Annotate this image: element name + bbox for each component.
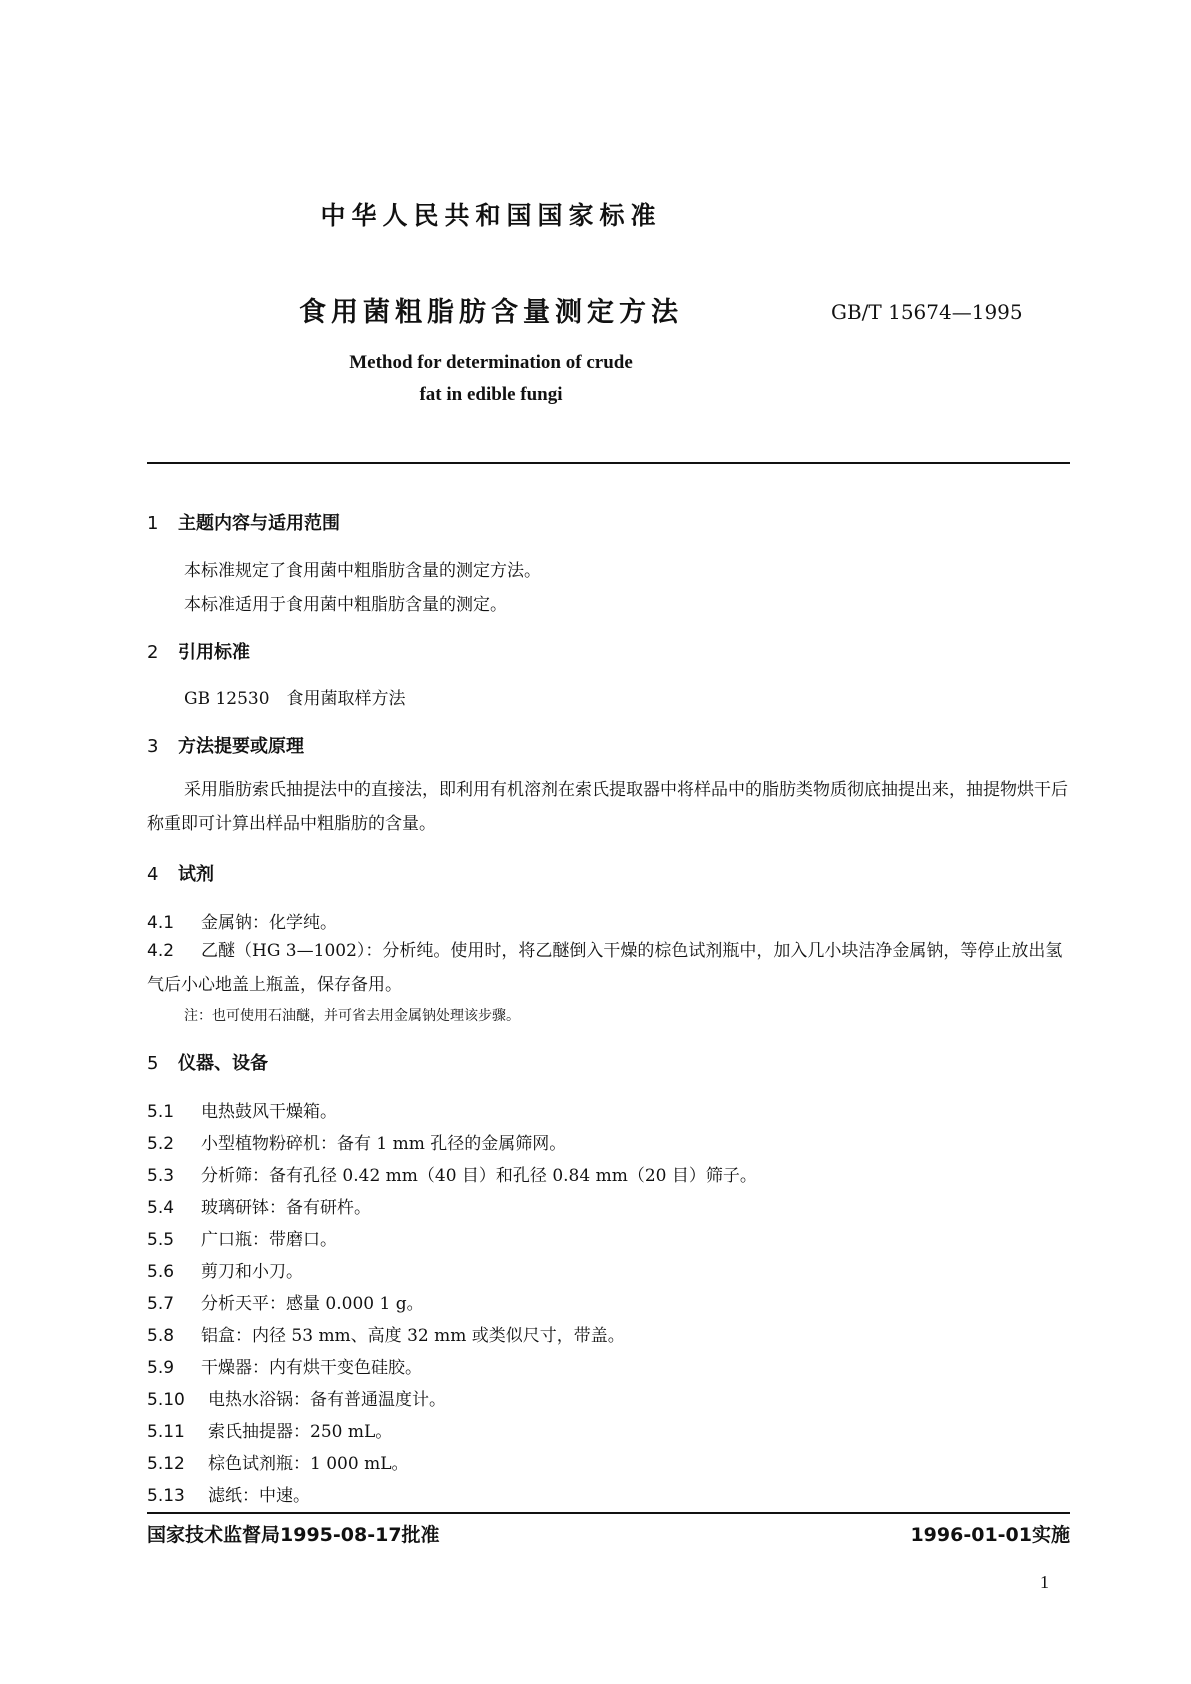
item-number: 4.1 xyxy=(147,913,175,933)
list-item xyxy=(147,908,337,933)
section-2-reference: GB 12530 食用菌取样方法 xyxy=(184,689,406,709)
item-text: 玻璃研钵：备有研杵。 xyxy=(201,1198,371,1218)
section-1-heading xyxy=(147,509,340,535)
item-text: 金属钠：化学纯。 xyxy=(201,913,337,933)
document-title-cn: 食用菌粗脂肪含量测定方法 xyxy=(299,297,683,328)
section-title: 主题内容与适用范围 xyxy=(178,513,340,534)
item-number: 5.13 xyxy=(147,1486,185,1506)
list-item xyxy=(147,1449,408,1474)
list-item xyxy=(147,1225,337,1250)
page-number: 1 xyxy=(1040,1572,1049,1592)
item-number: 5.11 xyxy=(147,1422,185,1442)
list-item xyxy=(147,1385,446,1410)
section-3-paragraph xyxy=(147,773,1070,841)
item-text: 乙醚（HG 3—1002）：分析纯。使用时，将乙醚倒入干燥的棕色试剂瓶中，加入几小块洁净金属钠，等停止放出氢气后小心地盖上瓶盖，保存备用。 xyxy=(147,941,1063,995)
list-item xyxy=(147,1353,422,1378)
document-title-en-line2: fat in edible fungi xyxy=(419,384,563,405)
item-text: 滤纸：中速。 xyxy=(208,1486,310,1506)
list-item xyxy=(147,934,1070,1002)
list-item xyxy=(147,1193,371,1218)
item-text: 电热水浴锅：备有普通温度计。 xyxy=(208,1390,446,1410)
item-text: 索氏抽提器：250 mL。 xyxy=(208,1422,393,1442)
list-item xyxy=(147,1481,310,1506)
item-number: 4.2 xyxy=(147,941,175,961)
item-text: 剪刀和小刀。 xyxy=(201,1262,303,1282)
item-number: 5.8 xyxy=(147,1326,175,1346)
item-text: 分析天平：感量 0.000 1 g。 xyxy=(201,1294,424,1314)
national-standard-heading: 中华人民共和国国家标准 xyxy=(320,201,662,230)
approval-statement: 国家技术监督局1995-08-17批准 xyxy=(147,1524,440,1546)
section-2-heading xyxy=(147,638,250,664)
item-number: 5.9 xyxy=(147,1358,175,1378)
item-number: 5.7 xyxy=(147,1294,175,1314)
list-item xyxy=(147,1097,337,1122)
item-number: 5.1 xyxy=(147,1102,175,1122)
item-text: 干燥器：内有烘干变色硅胶。 xyxy=(201,1358,422,1378)
section-number: 4 xyxy=(147,864,159,885)
item-number: 5.3 xyxy=(147,1166,175,1186)
section-5-heading xyxy=(147,1049,268,1075)
document-title-en-line1: Method for determination of crude xyxy=(349,352,633,373)
list-item xyxy=(147,1257,303,1282)
footer-divider xyxy=(147,1512,1070,1514)
list-item xyxy=(147,1289,424,1314)
item-text: 小型植物粉碎机：备有 1 mm 孔径的金属筛网。 xyxy=(201,1134,567,1154)
list-item xyxy=(147,1321,625,1346)
section-number: 2 xyxy=(147,642,159,663)
item-number: 5.5 xyxy=(147,1230,175,1250)
section-4-heading xyxy=(147,860,214,886)
section-number: 1 xyxy=(147,513,159,534)
section-3-heading xyxy=(147,732,304,758)
list-item xyxy=(147,1161,757,1186)
section-title: 仪器、设备 xyxy=(178,1053,268,1074)
section-3-paragraph-text: 采用脂肪索氏抽提法中的直接法，即利用有机溶剂在索氏提取器中将样品中的脂肪类物质彻底抽提出来，抽提物烘干后称重即可计算出样品中粗脂肪的含量。 xyxy=(147,780,1068,834)
item-number: 5.4 xyxy=(147,1198,175,1218)
section-number: 5 xyxy=(147,1053,159,1074)
section-4-note: 注：也可使用石油醚，并可省去用金属钠处理该步骤。 xyxy=(184,1008,520,1024)
section-title: 引用标准 xyxy=(178,642,250,663)
section-1-paragraph-2: 本标准适用于食用菌中粗脂肪含量的测定。 xyxy=(184,595,507,615)
list-item xyxy=(147,1417,392,1442)
item-number: 5.6 xyxy=(147,1262,175,1282)
item-text: 分析筛：备有孔径 0.42 mm（40 目）和孔径 0.84 mm（20 目）筛子。 xyxy=(201,1166,757,1186)
item-text: 铝盒：内径 53 mm、高度 32 mm 或类似尺寸，带盖。 xyxy=(201,1326,625,1346)
section-title: 试剂 xyxy=(178,864,214,885)
section-number: 3 xyxy=(147,736,159,757)
list-item xyxy=(147,1129,566,1154)
implementation-date: 1996-01-01实施 xyxy=(910,1524,1070,1546)
header-divider xyxy=(147,462,1070,464)
section-title: 方法提要或原理 xyxy=(178,736,304,757)
standard-code: GB/T 15674—1995 xyxy=(831,300,1023,324)
item-number: 5.10 xyxy=(147,1390,185,1410)
item-number: 5.2 xyxy=(147,1134,175,1154)
item-text: 棕色试剂瓶：1 000 mL。 xyxy=(208,1454,409,1474)
section-1-paragraph-1: 本标准规定了食用菌中粗脂肪含量的测定方法。 xyxy=(184,561,541,581)
item-text: 电热鼓风干燥箱。 xyxy=(201,1102,337,1122)
item-number: 5.12 xyxy=(147,1454,185,1474)
item-text: 广口瓶：带磨口。 xyxy=(201,1230,337,1250)
